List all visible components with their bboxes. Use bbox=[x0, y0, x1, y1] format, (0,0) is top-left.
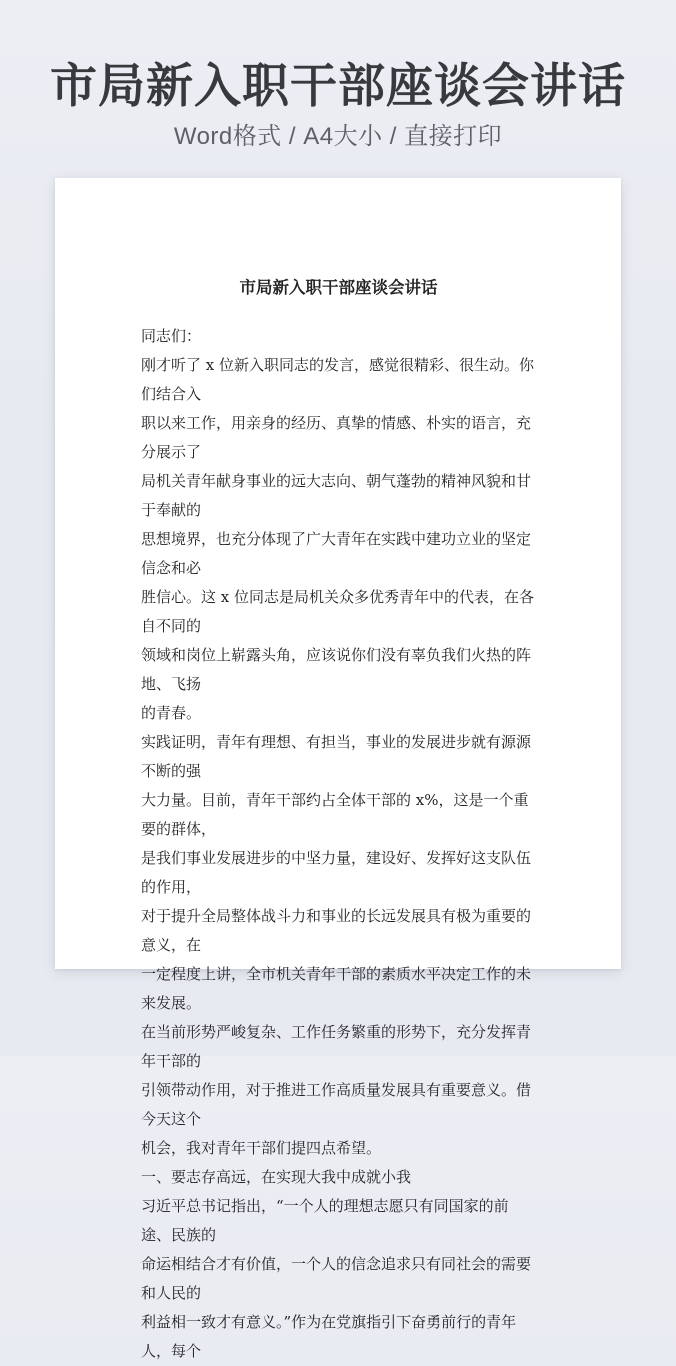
document-line: 胜信心。这 x 位同志是局机关众多优秀青年中的代表，在各自不同的 bbox=[141, 587, 534, 635]
document-line: 职以来工作，用亲身的经历、真挚的情感、朴实的语言，充分展示了 bbox=[141, 413, 532, 461]
section-heading: 一、要志存高远，在实现大我中成就小我 bbox=[141, 1167, 412, 1186]
document-line: 实践证明，青年有理想、有担当，事业的发展进步就有源源不断的强 bbox=[141, 732, 532, 780]
document-line: 在当前形势严峻复杂、工作任务繁重的形势下，充分发挥青年干部的 bbox=[141, 1022, 532, 1070]
document-line: 引领带动作用，对于推进工作高质量发展具有重要意义。借今天这个 bbox=[141, 1080, 532, 1128]
document-line: 是我们事业发展进步的中坚力量，建设好、发挥好这支队伍的作用， bbox=[141, 848, 532, 896]
preview-header bbox=[0, 0, 676, 151]
document-page bbox=[55, 178, 621, 1360]
salutation-line: 同志们： bbox=[141, 326, 202, 345]
page-subtitle: Word格式 / A4大小 / 直接打印 bbox=[173, 122, 503, 150]
document-line: 习近平总书记指出，“一个人的理想志愿只有同国家的前途、民族的 bbox=[141, 1196, 509, 1244]
document-line: 利益相一致才有意义。”作为在党旗指引下奋勇前行的青年人，每个 bbox=[141, 1312, 517, 1360]
page-title: 市局新入职干部座谈会讲话 bbox=[50, 59, 626, 112]
document-line: 对于提升全局整体战斗力和事业的长远发展具有极为重要的意义，在 bbox=[141, 906, 532, 954]
document-title: 市局新入职干部座谈会讲话 bbox=[239, 278, 438, 298]
document-line: 命运相结合才有价值，一个人的信念追求只有同社会的需要和人民的 bbox=[141, 1254, 532, 1302]
document-line: 思想境界，也充分体现了广大青年在实践中建功立业的坚定信念和必 bbox=[141, 529, 532, 577]
document-body bbox=[141, 322, 536, 1366]
document-line: 局机关青年献身事业的远大志向、朝气蓬勃的精神风貌和甘于奉献的 bbox=[141, 471, 532, 519]
document-line: 大力量。目前，青年干部约占全体干部的 x%，这是一个重要的群体， bbox=[141, 790, 529, 838]
document-line: 机会，我对青年干部们提四点希望。 bbox=[141, 1138, 382, 1157]
document-line: 刚才听了 x 位新入职同志的发言，感觉很精彩、很生动。你们结合入 bbox=[141, 355, 534, 403]
document-line: 的青春。 bbox=[141, 703, 202, 722]
document-line: 一定程度上讲，全市机关青年干部的素质水平决定工作的未来发展。 bbox=[141, 964, 532, 1012]
document-line: 领域和岗位上崭露头角，应该说你们没有辜负我们火热的阵地、飞扬 bbox=[141, 645, 532, 693]
